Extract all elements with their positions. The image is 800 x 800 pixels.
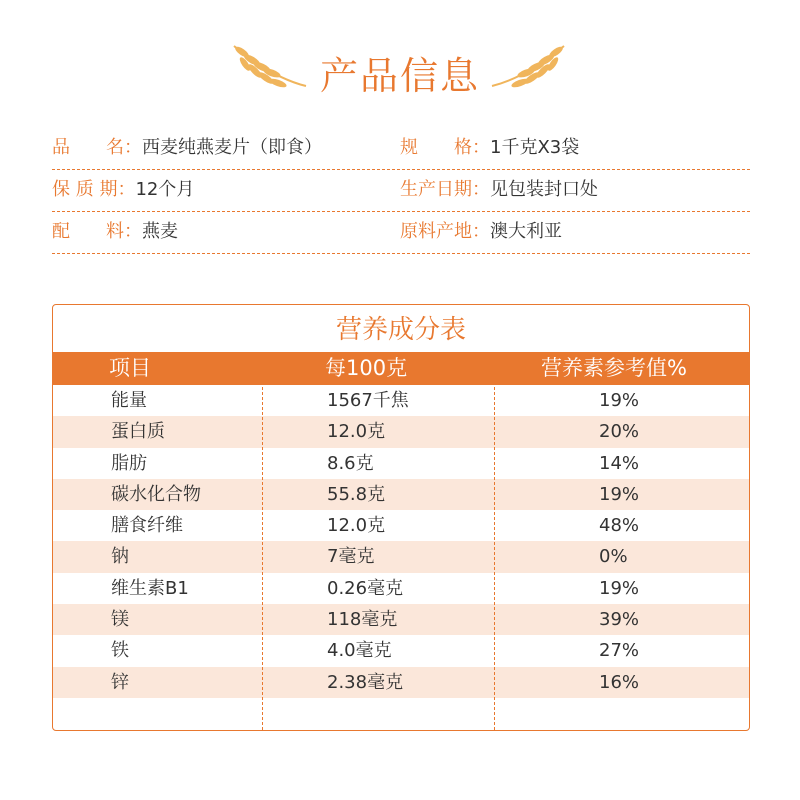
nutrient-nrv: 19% (599, 483, 640, 505)
nutrition-table (52, 304, 750, 731)
nutrient-amount: 0.26毫克 (327, 577, 404, 599)
nutrient-nrv: 27% (599, 640, 640, 662)
table-row (53, 635, 749, 666)
nutrient-name: 膳食纤维 (111, 515, 183, 537)
column-header: 营养素参考值% (541, 356, 687, 380)
nutrient-name: 维生素B1 (111, 577, 189, 599)
nutrition-title: 营养成分表 (335, 315, 466, 345)
table-row (53, 416, 749, 447)
nutrient-nrv: 39% (599, 609, 640, 631)
info-label: 规 格： (400, 137, 490, 158)
nutrition-header-row (53, 352, 749, 385)
column-header: 项目 (109, 356, 151, 380)
info-value: 12个月 (135, 179, 195, 200)
table-row (53, 479, 749, 510)
table-row (53, 510, 749, 541)
column-divider (262, 352, 263, 730)
nutrient-name: 锌 (111, 671, 129, 693)
nutrition-rows (53, 385, 749, 698)
page-title: 产品信息 (319, 54, 480, 98)
nutrient-name: 能量 (111, 390, 147, 411)
nutrient-name: 碳水化合物 (111, 483, 201, 505)
nutrient-name: 脂肪 (111, 452, 147, 474)
info-label: 保 质 期： (52, 179, 136, 200)
nutrient-nrv: 19% (599, 577, 640, 599)
info-label: 配 料： (52, 221, 142, 242)
table-row (53, 448, 749, 479)
table-row (53, 667, 749, 698)
nutrient-name: 铁 (111, 640, 129, 662)
nutrient-amount: 55.8克 (327, 483, 386, 505)
info-row-shelf-life (52, 169, 750, 212)
column-divider (494, 352, 495, 730)
nutrient-amount: 8.6克 (327, 452, 374, 474)
nutrient-nrv: 19% (599, 390, 640, 411)
nutrient-amount: 12.0克 (327, 515, 386, 537)
column-header: 每100克 (325, 356, 408, 380)
table-row (53, 604, 749, 635)
nutrient-amount: 7毫克 (327, 546, 375, 568)
nutrient-amount: 118毫克 (327, 609, 398, 631)
nutrient-amount: 2.38毫克 (327, 671, 404, 693)
info-value: 燕麦 (142, 221, 178, 242)
nutrient-name: 蛋白质 (111, 421, 165, 443)
info-label: 品 名： (52, 137, 142, 158)
table-row (53, 573, 749, 604)
nutrient-nrv: 16% (599, 671, 640, 693)
nutrient-amount: 1567千焦 (327, 390, 409, 411)
info-value: 西麦纯燕麦片（即食） (142, 137, 322, 158)
info-label: 原料产地： (400, 221, 490, 242)
nutrient-nrv: 0% (599, 546, 628, 568)
nutrient-nrv: 48% (599, 515, 640, 537)
info-row-ingredients (52, 211, 750, 254)
nutrient-amount: 4.0毫克 (327, 640, 392, 662)
nutrient-name: 钠 (111, 546, 129, 568)
info-row-name (52, 127, 750, 170)
nutrient-nrv: 20% (599, 421, 640, 443)
table-row (53, 385, 749, 416)
info-value: 见包装封口处 (490, 179, 598, 200)
nutrient-amount: 12.0克 (327, 421, 386, 443)
table-row (53, 541, 749, 572)
nutrient-name: 镁 (111, 609, 129, 631)
info-label: 生产日期： (400, 179, 490, 200)
info-value: 澳大利亚 (490, 221, 562, 242)
nutrient-nrv: 14% (599, 452, 640, 474)
info-value: 1千克X3袋 (490, 137, 580, 158)
